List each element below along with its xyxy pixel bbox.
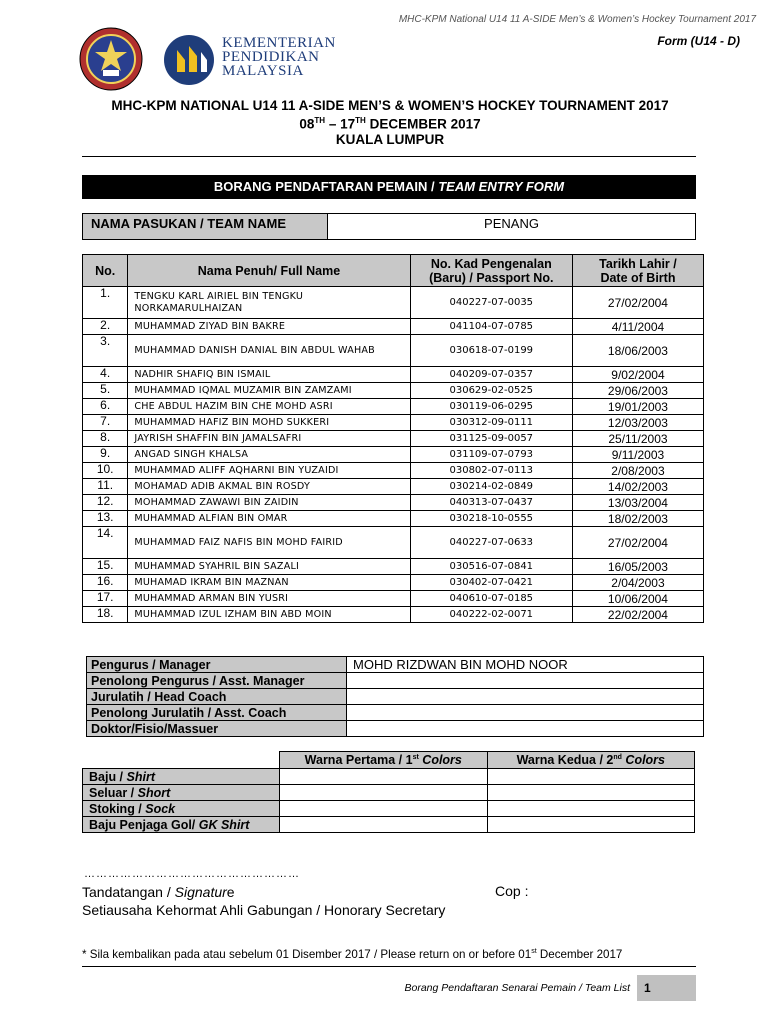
player-no[interactable]: 4. xyxy=(83,367,128,383)
second-color-cell[interactable] xyxy=(487,785,694,801)
player-no[interactable]: 13. xyxy=(83,511,128,527)
player-name[interactable]: NADHIR SHAFIQ BIN ISMAIL xyxy=(128,367,410,383)
color-item-label: Baju / Shirt xyxy=(83,769,280,785)
color-row xyxy=(83,801,695,817)
colors-corner xyxy=(83,752,280,769)
form-banner: BORANG PENDAFTARAN PEMAIN / TEAM ENTRY FORM xyxy=(82,175,696,199)
player-name[interactable]: MOHAMAD ADIB AKMAL BIN ROSDY xyxy=(128,479,410,495)
player-ic[interactable]: 040222-02-0071 xyxy=(410,607,572,623)
player-no[interactable]: 16. xyxy=(83,575,128,591)
page-number: 1 xyxy=(637,975,696,1001)
table-row xyxy=(83,607,704,623)
player-dob[interactable]: 27/02/2004 xyxy=(572,287,703,319)
player-ic[interactable]: 030802-07-0113 xyxy=(410,463,572,479)
player-no[interactable]: 14. xyxy=(83,527,128,559)
footer-divider xyxy=(82,966,696,967)
official-label: Jurulatih / Head Coach xyxy=(87,689,347,705)
player-dob[interactable]: 2/08/2003 xyxy=(572,463,703,479)
table-row xyxy=(83,559,704,575)
player-dob[interactable]: 18/02/2003 xyxy=(572,511,703,527)
player-no[interactable]: 17. xyxy=(83,591,128,607)
second-color-cell[interactable] xyxy=(487,801,694,817)
player-name[interactable]: JAYRISH SHAFFIN BIN JAMALSAFRI xyxy=(128,431,410,447)
signature-block: Tandatangan / Signature Setiausaha Kehormat Ahli Gabungan / Honorary Secretary xyxy=(82,884,446,918)
player-dob[interactable]: 2/04/2003 xyxy=(572,575,703,591)
color-row xyxy=(83,785,695,801)
col-header-ic: No. Kad Pengenalan (Baru) / Passport No. xyxy=(410,255,572,287)
player-ic[interactable]: 040313-07-0437 xyxy=(410,495,572,511)
player-ic[interactable]: 040227-07-0035 xyxy=(410,287,572,319)
player-name[interactable]: MUHAMMAD DANISH DANIAL BIN ABDUL WAHAB xyxy=(128,335,410,367)
table-row xyxy=(83,511,704,527)
team-name-value[interactable]: PENANG xyxy=(328,214,696,240)
ministry-logo-icon xyxy=(163,34,215,86)
color-item-label: Seluar / Short xyxy=(83,785,280,801)
player-ic[interactable]: 030516-07-0841 xyxy=(410,559,572,575)
player-no[interactable]: 12. xyxy=(83,495,128,511)
player-dob[interactable]: 19/01/2003 xyxy=(572,399,703,415)
table-row xyxy=(83,415,704,431)
player-no[interactable]: 10. xyxy=(83,463,128,479)
player-dob[interactable]: 16/05/2003 xyxy=(572,559,703,575)
document-title: MHC-KPM NATIONAL U14 11 A-SIDE MEN’S & WOMEN’S HOCKEY TOURNAMENT 2017 08TH – 17TH DECEMBER 2017 KUALA LUMPUR xyxy=(111,98,669,147)
player-name[interactable]: MUHAMMAD IQMAL MUZAMIR BIN ZAMZAMI xyxy=(128,383,410,399)
table-row xyxy=(83,335,704,367)
player-ic[interactable]: 030629-02-0525 xyxy=(410,383,572,399)
official-row xyxy=(87,657,704,673)
player-name[interactable]: MUHAMMAD ZIYAD BIN BAKRE xyxy=(128,319,410,335)
official-row xyxy=(87,721,704,737)
player-no[interactable]: 18. xyxy=(83,607,128,623)
player-no[interactable]: 7. xyxy=(83,415,128,431)
player-dob[interactable]: 27/02/2004 xyxy=(572,527,703,559)
player-dob[interactable]: 9/02/2004 xyxy=(572,367,703,383)
player-ic[interactable]: 030402-07-0421 xyxy=(410,575,572,591)
first-color-cell[interactable] xyxy=(279,817,487,833)
form-code: Form (U14 - D) xyxy=(657,34,740,48)
player-ic[interactable]: 030618-07-0199 xyxy=(410,335,572,367)
header-caption: MHC-KPM National U14 11 A-SIDE Men’s & Women’s Hockey Tournament 2017 xyxy=(398,14,756,25)
table-row xyxy=(83,575,704,591)
team-name-label: NAMA PASUKAN / TEAM NAME xyxy=(83,214,328,240)
official-label: Penolong Jurulatih / Asst. Coach xyxy=(87,705,347,721)
player-dob[interactable]: 18/06/2003 xyxy=(572,335,703,367)
player-ic[interactable]: 041104-07-0785 xyxy=(410,319,572,335)
officials-table xyxy=(86,656,704,737)
table-row xyxy=(83,591,704,607)
player-ic[interactable]: 031109-07-0793 xyxy=(410,447,572,463)
player-ic[interactable]: 030214-02-0849 xyxy=(410,479,572,495)
official-value[interactable] xyxy=(347,705,704,721)
player-ic[interactable]: 040209-07-0357 xyxy=(410,367,572,383)
player-dob[interactable]: 4/11/2004 xyxy=(572,319,703,335)
official-value[interactable]: MOHD RIZDWAN BIN MOHD NOOR xyxy=(347,657,704,673)
team-name-table xyxy=(82,213,696,240)
player-dob[interactable]: 25/11/2003 xyxy=(572,431,703,447)
stamp-label: Cop : xyxy=(495,883,529,899)
col-header-first-colors: Warna Pertama / 1st Colors xyxy=(279,752,487,769)
player-no[interactable]: 9. xyxy=(83,447,128,463)
player-no[interactable]: 2. xyxy=(83,319,128,335)
players-table xyxy=(82,254,704,623)
first-color-cell[interactable] xyxy=(279,801,487,817)
player-dob[interactable]: 10/06/2004 xyxy=(572,591,703,607)
player-no[interactable]: 3. xyxy=(83,335,128,367)
crest-logo-icon xyxy=(76,26,146,92)
player-no[interactable]: 5. xyxy=(83,383,128,399)
player-ic[interactable]: 030119-06-0295 xyxy=(410,399,572,415)
official-value[interactable] xyxy=(347,673,704,689)
player-name[interactable]: MUHAMMAD SYAHRIL BIN SAZALI xyxy=(128,559,410,575)
official-row xyxy=(87,673,704,689)
player-dob[interactable]: 22/02/2004 xyxy=(572,607,703,623)
player-name[interactable]: ANGAD SINGH KHALSA xyxy=(128,447,410,463)
official-label: Doktor/Fisio/Massuer xyxy=(87,721,347,737)
player-no[interactable]: 6. xyxy=(83,399,128,415)
player-dob[interactable]: 13/03/2004 xyxy=(572,495,703,511)
color-item-label: Stoking / Sock xyxy=(83,801,280,817)
table-row xyxy=(83,527,704,559)
table-row xyxy=(83,287,704,319)
player-dob[interactable]: 9/11/2003 xyxy=(572,447,703,463)
footer-text: Borang Pendaftaran Senarai Pemain / Team List xyxy=(404,982,630,994)
player-name[interactable]: CHE ABDUL HAZIM BIN CHE MOHD ASRI xyxy=(128,399,410,415)
official-label: Pengurus / Manager xyxy=(87,657,347,673)
signature-line: ……………………………………………… xyxy=(84,868,300,880)
official-value[interactable] xyxy=(347,689,704,705)
player-ic[interactable]: 030312-09-0111 xyxy=(410,415,572,431)
player-no[interactable]: 8. xyxy=(83,431,128,447)
player-no[interactable]: 1. xyxy=(83,287,128,319)
player-dob[interactable]: 12/03/2003 xyxy=(572,415,703,431)
table-row xyxy=(83,367,704,383)
official-label: Penolong Pengurus / Asst. Manager xyxy=(87,673,347,689)
table-row xyxy=(83,431,704,447)
player-name[interactable]: MUHAMMAD IZUL IZHAM BIN ABD MOIN xyxy=(128,607,410,623)
player-name[interactable]: MUHAMAD IKRAM BIN MAZNAN xyxy=(128,575,410,591)
color-row xyxy=(83,817,695,833)
player-dob[interactable]: 29/06/2003 xyxy=(572,383,703,399)
player-name[interactable]: MUHAMMAD FAIZ NAFIS BIN MOHD FAIRID xyxy=(128,527,410,559)
color-item-label: Baju Penjaga Gol/ GK Shirt xyxy=(83,817,280,833)
player-name[interactable]: TENGKU KARL AIRIEL BIN TENGKU NORKAMARULHAIZAN xyxy=(128,287,410,319)
second-color-cell[interactable] xyxy=(487,817,694,833)
player-name[interactable]: MUHAMMAD HAFIZ BIN MOHD SUKKERI xyxy=(128,415,410,431)
player-no[interactable]: 15. xyxy=(83,559,128,575)
player-name[interactable]: MUHAMMAD ALFIAN BIN OMAR xyxy=(128,511,410,527)
col-header-dob: Tarikh Lahir / Date of Birth xyxy=(572,255,703,287)
official-row xyxy=(87,705,704,721)
table-row xyxy=(83,463,704,479)
color-row xyxy=(83,769,695,785)
player-ic[interactable]: 030218-10-0555 xyxy=(410,511,572,527)
player-name[interactable]: MOHAMMAD ZAWAWI BIN ZAIDIN xyxy=(128,495,410,511)
table-row xyxy=(83,479,704,495)
player-dob[interactable]: 14/02/2003 xyxy=(572,479,703,495)
player-no[interactable]: 11. xyxy=(83,479,128,495)
header-divider xyxy=(82,156,696,157)
col-header-no: No. xyxy=(83,255,128,287)
col-header-name: Nama Penuh/ Full Name xyxy=(128,255,410,287)
ministry-name: KEMENTERIAN PENDIDIKAN MALAYSIA xyxy=(222,35,336,79)
official-row xyxy=(87,689,704,705)
colors-table xyxy=(82,751,695,833)
player-ic[interactable]: 031125-09-0057 xyxy=(410,431,572,447)
player-name[interactable]: MUHAMMAD ARMAN BIN YUSRI xyxy=(128,591,410,607)
player-ic[interactable]: 040610-07-0185 xyxy=(410,591,572,607)
table-row xyxy=(83,447,704,463)
table-row xyxy=(83,495,704,511)
first-color-cell[interactable] xyxy=(279,769,487,785)
table-row xyxy=(83,399,704,415)
return-note: * Sila kembalikan pada atau sebelum 01 Disember 2017 / Please return on or before 01st December 2017 xyxy=(82,948,623,961)
second-color-cell[interactable] xyxy=(487,769,694,785)
player-ic[interactable]: 040227-07-0633 xyxy=(410,527,572,559)
first-color-cell[interactable] xyxy=(279,785,487,801)
player-name[interactable]: MUHAMMAD ALIFF AQHARNI BIN YUZAIDI xyxy=(128,463,410,479)
col-header-second-colors: Warna Kedua / 2nd Colors xyxy=(487,752,694,769)
table-row xyxy=(83,383,704,399)
table-row xyxy=(83,319,704,335)
official-value[interactable] xyxy=(347,721,704,737)
